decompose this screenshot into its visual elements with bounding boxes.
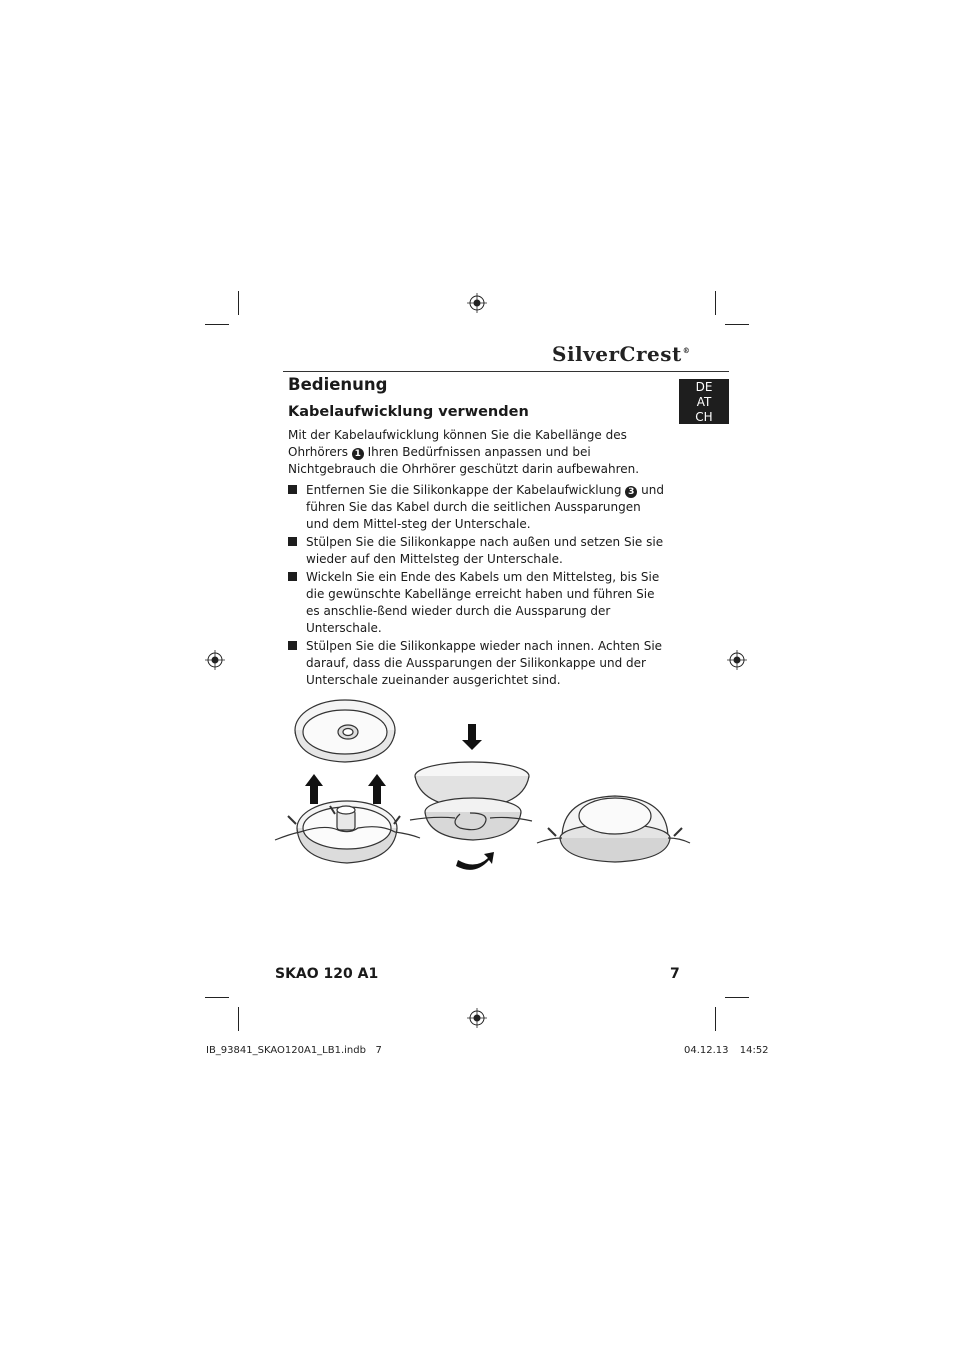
header-rule [283,371,729,372]
print-date: 04.12.13 [684,1045,729,1056]
registration-mark-icon [467,1008,487,1028]
crop-mark [725,324,749,325]
brand-logo-part1: Silver [552,342,620,366]
lower-shell [275,801,420,863]
crop-mark [725,997,749,998]
part-number-badge: 1 [352,448,364,460]
list-item: Entfernen Sie die Silikonkappe der Kabelaufwicklung 3 und führen Sie das Kabel durch die seitlichen Aussparungen und dem Mittel-steg der Unterschale. [288,482,666,533]
language-code: DE [695,380,713,394]
registration-mark-icon [467,293,487,313]
list-item: Stülpen Sie die Silikonkappe wieder nach innen. Achten Sie darauf, dass die Aussparungen der Silikonkappe und der Unterschale zueinander ausgerichtet sind. [288,638,666,689]
crop-mark [238,291,239,315]
language-tab [679,379,729,424]
crop-mark [205,997,229,998]
part-number-badge: 3 [625,486,637,498]
print-slug-file: IB_93841_SKAO120A1_LB1.indb 7 [206,1045,382,1056]
body-text [288,427,666,690]
cable-winder-illustration [270,688,700,888]
language-code: AT [696,395,712,409]
model-number: SKAO 120 A1 [275,966,379,982]
crop-mark [715,291,716,315]
bullet-square-icon [288,485,297,494]
section-title: Bedienung [288,375,388,394]
bullet-square-icon [288,572,297,581]
crop-mark [238,1007,239,1031]
trademark-symbol: ® [682,346,691,356]
silicone-cap-lifted [295,700,395,762]
brand-logo [552,342,690,366]
lower-shell-wound [410,798,532,840]
registration-mark-icon [205,650,225,670]
list-item: Wickeln Sie ein Ende des Kabels um den Mittelsteg, bis Sie die gewünschte Kabellänge erreicht haben und führen Sie es anschlie-ßend wieder durch die Aussparung der Unterschale. [288,569,666,637]
print-time: 14:52 [739,1045,769,1056]
crop-mark [205,324,229,325]
page-number: 7 [670,966,680,982]
bullet-square-icon [288,537,297,546]
crop-mark [715,1007,716,1031]
print-slug-datetime [684,1045,769,1056]
brand-logo-part2: Crest [619,342,682,366]
steps-list [288,482,666,689]
subsection-title: Kabelaufwicklung verwenden [288,404,529,420]
list-item: Stülpen Sie die Silikonkappe nach außen und setzen Sie sie wieder auf den Mittelsteg der Unterschale. [288,534,666,568]
bullet-square-icon [288,641,297,650]
language-code: CH [695,410,713,424]
registration-mark-icon [727,650,747,670]
intro-paragraph: Mit der Kabelaufwicklung können Sie die Kabellänge des Ohrhörers 1 Ihren Bedürfnissen anpassen und bei Nichtgebrauch die Ohrhörer geschützt darin aufbewahren. [288,428,640,476]
assembled-cable-winder [537,796,690,862]
